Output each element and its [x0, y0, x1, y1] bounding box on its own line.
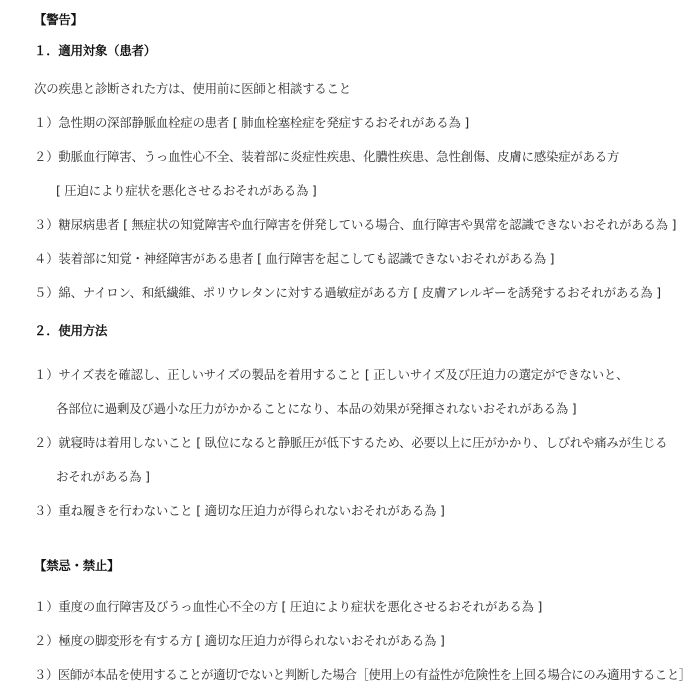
target-item-4: ４）装着部に知覚・神経障害がある患者 [ 血行障害を起こしても認識できないおそれがある為 ] [34, 251, 555, 266]
target-item-2-continuation: [ 圧迫により症状を悪化させるおそれがある為 ] [56, 183, 317, 198]
usage-item-2: ２）就寝時は着用しないこと [ 臥位になると静脈圧が低下するため、必要以上に圧がかかり、しびれや痛みが生じる [34, 435, 668, 450]
target-item-5: ５）綿、ナイロン、和紙繊維、ポリウレタンに対する過敏症がある方 [ 皮膚アレルギーを誘発するおそれがある為 ] [34, 285, 661, 300]
target-intro: 次の疾患と診断された方は、使用前に医師と相談すること [34, 81, 351, 96]
target-item-1: １）急性期の深部静脈血栓症の患者 [ 肺血栓塞栓症を発症するおそれがある為 ] [34, 115, 469, 130]
target-item-3: ３）糖尿病患者 [ 無症状の知覚障害や血行障害を併発している場合、血行障害や異常を認識できないおそれがある為 ] [34, 217, 677, 232]
target-item-2: ２）動脈血行障害、うっ血性心不全、装着部に炎症性疾患、化膿性疾患、急性創傷、皮膚に感染症がある方 [34, 149, 620, 164]
contraindication-heading: 【禁忌・禁止】 [34, 558, 120, 573]
warning-heading: 【警告】 [34, 12, 83, 27]
contraindication-item-1: １）重度の血行障害及びうっ血性心不全の方 [ 圧迫により症状を悪化させるおそれがある為 ] [34, 599, 543, 614]
usage-item-2-continuation: おそれがある為 ] [56, 469, 150, 484]
usage-section-title: ２．使用方法 [34, 323, 108, 338]
usage-item-3: ３）重ね履きを行わないこと [ 適切な圧迫力が得られないおそれがある為 ] [34, 503, 445, 518]
contraindication-item-2: ２）極度の脚変形を有する方 [ 適切な圧迫力が得られないおそれがある為 ] [34, 633, 445, 648]
usage-item-1: １）サイズ表を確認し、正しいサイズの製品を着用すること [ 正しいサイズ及び圧迫力の選定ができないと、 [34, 367, 629, 382]
target-section-title: １．適用対象（患者） [34, 43, 156, 58]
contraindication-item-3: ３）医師が本品を使用することが適切でないと判断した場合［使用上の有益性が危険性を上回る場合にのみ適用すること］ [34, 667, 691, 682]
usage-item-1-continuation: 各部位に過剰及び過小な圧力がかかることになり、本品の効果が発揮されないおそれがある為 ] [56, 401, 577, 416]
